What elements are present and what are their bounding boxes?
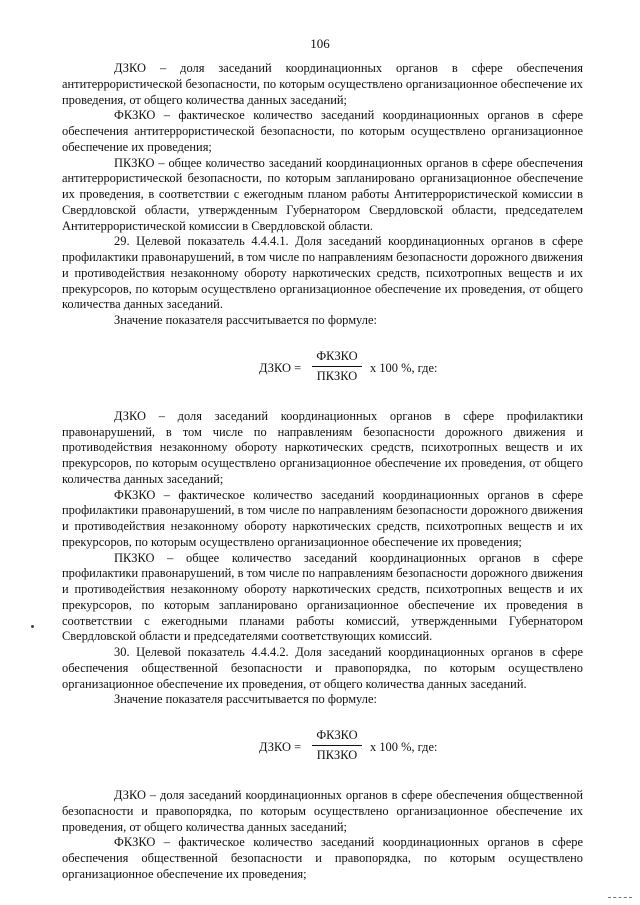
paragraph-fkzko-definition-3: ФКЗКО – фактическое количество заседаний координационных органов в сфере обеспечения общественной безопасности и правопорядка, по которым осуществлено организационное обеспечение их проведения; — [62, 835, 583, 881]
paragraph-formula-intro-2: Значение показателя рассчитывается по формуле: — [114, 692, 377, 707]
paragraph-dzko-definition-1: ДЗКО – доля заседаний координационных органов в сфере обеспечения антитеррористической безопасности, по которым осуществлено организационное обеспечение их проведения, от общего количества данных заседаний; — [62, 61, 583, 107]
paragraph-indicator-30: 30. Целевой показатель 4.4.4.2. Доля заседаний координационных органов в сфере обеспечения общественной безопасности и правопорядка, по которым осуществлено организационное обеспечение их проведения, от общего количества данных заседаний. — [62, 645, 583, 691]
formula-2 — [62, 728, 583, 768]
paragraph-fkzko-definition-1: ФКЗКО – фактическое количество заседаний координационных органов в сфере обеспечения антитеррористической безопасности, по которым осуществлено организационное обеспечение их проведения; — [62, 108, 583, 154]
formula-1-fraction — [312, 349, 362, 384]
formula-2-numerator: ФКЗКО — [316, 728, 358, 742]
document-body — [62, 61, 583, 883]
paragraph-dzko-definition-2: ДЗКО – доля заседаний координационных органов в сфере профилактики правонарушений, в том числе по направлениям безопасности дорожного движения и противодействия незаконному обороту наркотических средств, психотропных веществ и их прекурсоров, по которым осуществлено организационное обеспечение их проведения, от общего количества данных заседаний; — [62, 408, 583, 486]
paragraph-fkzko-definition-2: ФКЗКО – фактическое количество заседаний координационных органов в сфере профилактики правонарушений, в том числе по направлениям безопасности дорожного движения и противодействия незаконному обороту наркотических средств, психотропных веществ и их прекурсоров, по которым осуществлено организационное обеспечение их проведения; — [62, 487, 583, 549]
formula-1-rhs: x 100 %, где: — [370, 360, 438, 375]
paragraph-formula-intro-1: Значение показателя рассчитывается по формуле: — [114, 313, 377, 327]
paragraph-dzko-definition-3: ДЗКО – доля заседаний координационных органов в сфере обеспечения общественной безопасности и правопорядка, по которым осуществлено организационное обеспечение их проведения, от общего количества данных заседаний; — [62, 788, 583, 834]
scan-corner-mark — [608, 897, 632, 900]
formula-2-fraction — [312, 728, 362, 763]
formula-1-lhs: ДЗКО = — [259, 360, 302, 375]
margin-dot-mark — [31, 625, 34, 628]
paragraph-pkzko-definition-1: ПКЗКО – общее количество заседаний координационных органов в сфере обеспечения антитеррористической безопасности, по которым запланировано организационное обеспечение их проведения, в соответствии с ежегодным планом работы Антитеррористической комиссии в Свердловской области, утвержденным Губернатором Свердловской области, председателем Антитеррористической комиссии в Свердловской области. — [62, 155, 583, 233]
formula-1 — [62, 349, 583, 389]
page-number: 106 — [310, 36, 330, 51]
formula-2-denominator: ПКЗКО — [316, 748, 358, 762]
formula-2-fraction-bar — [312, 745, 362, 746]
formula-1-fraction-bar — [312, 366, 362, 367]
formula-1-denominator: ПКЗКО — [316, 368, 358, 383]
paragraph-pkzko-definition-2: ПКЗКО – общее количество заседаний координационных органов в сфере профилактики правонарушений, в том числе по направлениям безопасности дорожного движения и противодействия незаконному обороту наркотических средств, психотропных веществ и их прекурсоров, по которым запланировано организационное обеспечение их проведения в соответствии с ежегодными планами работы комиссий, утвержденными Губернатором Свердловской области и председателями соответствующих комиссий. — [62, 550, 583, 644]
formula-2-rhs: x 100 %, где: — [370, 740, 438, 754]
formula-2-lhs: ДЗКО = — [259, 740, 302, 754]
paragraph-indicator-29: 29. Целевой показатель 4.4.4.1. Доля заседаний координационных органов в сфере профилактики правонарушений, в том числе по направлениям безопасности дорожного движения и противодействия незаконному обороту наркотических средств, психотропных веществ и их прекурсоров, по которым осуществлено организационное обеспечение их проведения, от общего количества данных заседаний. — [62, 234, 583, 312]
formula-1-numerator: ФКЗКО — [316, 348, 358, 363]
